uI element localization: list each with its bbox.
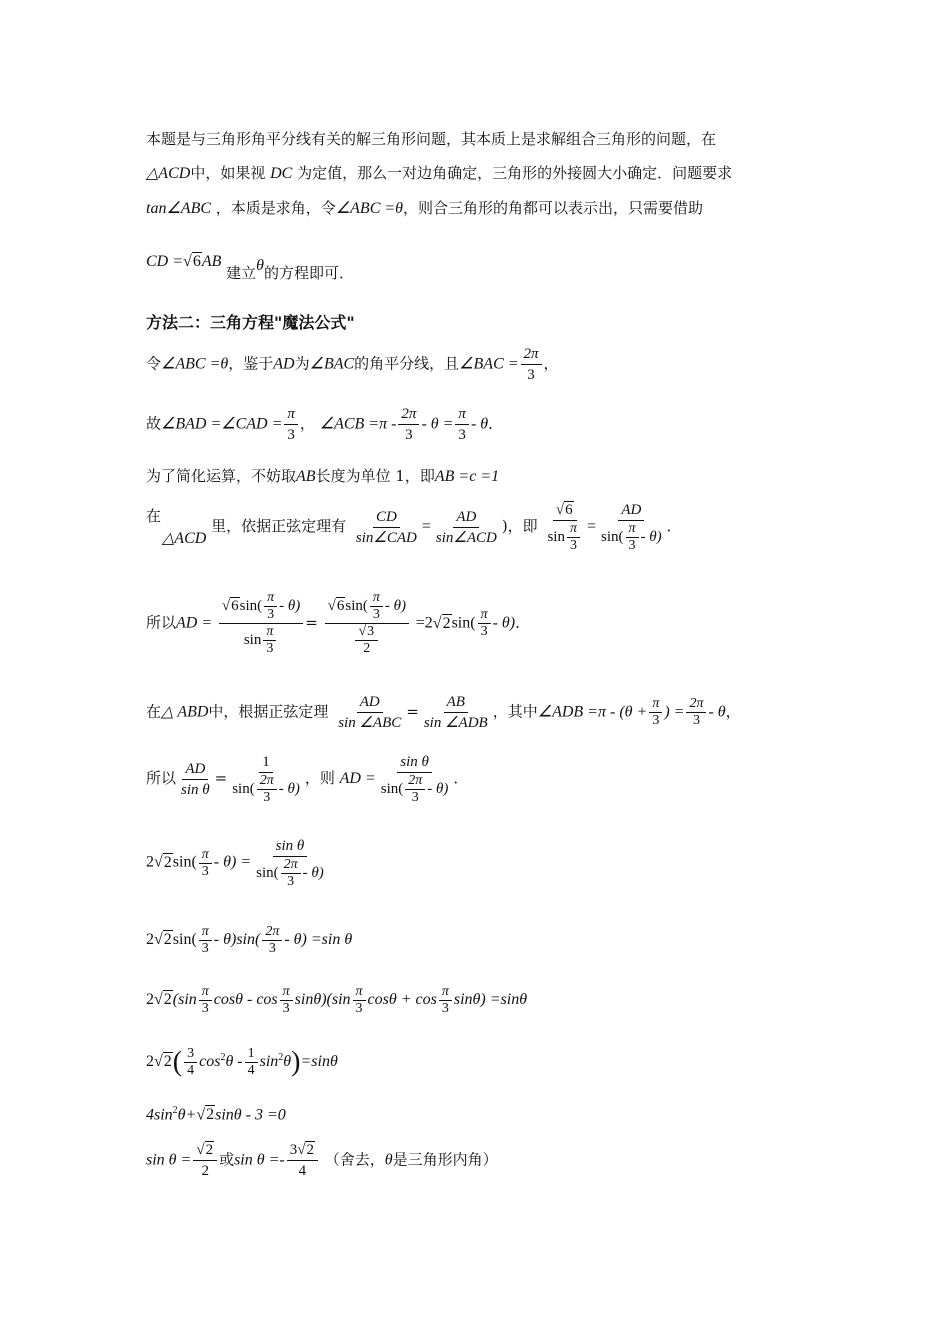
text-line: 所以AD = √6sin( $\frac{\pi}{3}$ - θ) sin $\frac{\pi}{3}$ = √6sin( $\frac{\pi}{3}$ - θ) $\frac{√3}{2}$ =2√2sin( $\frac{\pi}{3}$ - θ)． — [146, 590, 531, 656]
math: π — [567, 521, 580, 538]
math: ∠ABC =θ — [161, 355, 229, 373]
math: 3 — [367, 624, 375, 639]
math: sin∠CAD — [355, 529, 417, 546]
equation: sin θ = $\frac{√2}{2}$ 或sin θ =- $\frac{3√2}{4}$ （舍去，θ是三角形内角） — [146, 1142, 498, 1179]
math: - θ = — [421, 415, 454, 433]
math: sin( — [451, 614, 476, 632]
math: - θ) — [492, 614, 516, 632]
math: DC — [270, 165, 293, 182]
math: △ACD — [146, 165, 191, 182]
math: 3 — [652, 713, 660, 728]
math: sin( — [345, 597, 368, 614]
equation: $4\sin^2\theta+√2\sin\theta - 3 =0$ — [146, 1105, 286, 1124]
text: 在 — [146, 702, 162, 721]
text: 建立 — [226, 264, 257, 282]
math: sin θ =- — [234, 1151, 285, 1169]
text-line — [146, 162, 732, 185]
math: 2 — [146, 1053, 154, 1071]
math: π — [284, 404, 298, 425]
text: ，则 — [304, 769, 335, 787]
text: ， — [725, 702, 741, 721]
math: 3 — [282, 1001, 290, 1016]
math: - θ) — [427, 780, 449, 797]
text: 本题是与三角形角平分线有关的解三角形问题，其本质上是求解组合三角形的问题，在 — [146, 130, 717, 148]
math: 4 — [298, 1163, 307, 1179]
math: 3 — [441, 1001, 449, 1016]
text: 或 — [219, 1150, 235, 1169]
math: AB — [296, 468, 316, 485]
math: AB — [444, 692, 468, 713]
math: - θ) — [302, 864, 324, 881]
math: ∠ADB =π - (θ + — [537, 703, 648, 721]
math: ∠ABC =θ — [335, 200, 404, 217]
equation: 2√2(sin $\frac{\pi}{3}$ cosθ - cos $\frac{\pi}{3}$ sinθ)(sin $\frac{\pi}{3}$ cosθ + cos $\frac{\pi}{3}$ sinθ) =sinθ — [146, 984, 528, 1016]
text: 所以 — [146, 613, 177, 632]
text: 令 — [146, 354, 162, 373]
math: =2 — [415, 614, 433, 632]
math: π — [649, 696, 662, 713]
math: 2 — [163, 931, 172, 949]
text-line: 在△ ABD中，根据正弦定理 $\frac{AD}{\text{sin ∠ABC}}$ = $\frac{AB}{\text{sin ∠ADB}}$ ，其中∠ADB =π - (θ + $\frac{\pi}{3}$ ) = $\frac{2\pi}{3}$ - θ， — [146, 694, 741, 731]
text: ． — [488, 414, 504, 433]
math: θ — [283, 1053, 292, 1071]
math: sin ∠ABC — [338, 715, 402, 731]
math: sin — [243, 631, 262, 648]
text: 在 — [146, 506, 162, 525]
text: ，本质是求角，令 — [215, 199, 336, 217]
math: AD = — [176, 614, 213, 632]
math: π — [199, 847, 212, 864]
math: CD = — [146, 253, 184, 270]
math: sinθ)(sin — [294, 991, 351, 1009]
math: sin( — [239, 597, 263, 614]
math: 3 — [480, 624, 488, 639]
math: sin( — [172, 853, 197, 871]
math: 3 — [569, 538, 577, 553]
math: 3 — [692, 713, 700, 728]
math: 4 — [187, 1063, 195, 1078]
math: ∠BAD =∠CAD = — [161, 415, 283, 433]
math: sin θ — [273, 836, 308, 857]
math: AD — [182, 759, 208, 780]
equation: 2√2sin( $\frac{\pi}{3}$ - θ) = sin θ sin( $\frac{2\pi}{3}$ - θ) — [146, 838, 324, 889]
text: ． — [666, 517, 682, 535]
math: π — [263, 624, 276, 641]
math: 2π — [521, 344, 542, 365]
math: 3 — [201, 863, 209, 879]
math: = — [421, 518, 431, 535]
text: 中，根据正弦定理 — [208, 702, 329, 721]
text: 为定值，那么一对边角确定，三角形的外接圆大小确定．问题要求 — [297, 164, 733, 182]
math: CD — [373, 507, 400, 528]
math: 3 — [411, 790, 419, 805]
math: △ ABD — [161, 703, 209, 721]
math: - θ) = — [213, 853, 252, 871]
math: sin( — [232, 780, 255, 797]
math: 2π — [405, 773, 425, 790]
math: sin ∠ADB — [423, 715, 488, 731]
math: ∠BAC — [309, 355, 355, 373]
math: π — [353, 984, 366, 1001]
text: ． — [453, 769, 469, 787]
math: 2 — [278, 1051, 284, 1063]
math: θ — [384, 1151, 393, 1169]
text: 的角平分线，且 — [354, 354, 460, 373]
math: 3 — [355, 1001, 363, 1016]
equation: 2√2( $\frac{3}{4}$ $\cos^2\theta$ - $\frac{1}{4}$ $\sin^2\theta)=\sin\theta$ — [146, 1046, 338, 1078]
math: AD — [357, 692, 383, 713]
math: cosθ + cos — [367, 991, 437, 1009]
math: sinθ) =sinθ — [453, 991, 528, 1009]
math: θ — [256, 257, 265, 274]
math: 3 — [201, 1001, 209, 1016]
math: π — [264, 590, 277, 607]
text-line: CD =√6AB 建立θ的方程即可． — [146, 253, 355, 282]
math: 3 — [289, 1142, 298, 1158]
math: 2π — [257, 773, 277, 790]
math: - θ) — [640, 528, 662, 545]
text: ，鉴于 — [228, 354, 274, 373]
math: π — [439, 984, 452, 1001]
math: 2 — [442, 614, 451, 632]
math: π — [478, 607, 491, 624]
math: 3 — [287, 874, 295, 889]
math: 2 — [172, 1105, 178, 1116]
math: 2 — [163, 1053, 172, 1071]
math: 3 — [372, 607, 380, 622]
math: AB =c =1 — [434, 468, 500, 485]
math: 3 — [628, 538, 636, 553]
math: θ+ — [177, 1106, 197, 1124]
math: 3 — [201, 941, 209, 956]
text-line — [146, 128, 716, 150]
text: 为 — [294, 354, 310, 373]
text: 长度为单位 1，即 — [315, 467, 435, 485]
math: π — [199, 924, 212, 941]
text: ，则合三角形的角都可以表示出，只需要借助 — [403, 199, 704, 217]
math: AD — [618, 500, 644, 521]
math: =sinθ — [300, 1053, 338, 1071]
math: 2 — [206, 1106, 215, 1124]
text-line — [146, 465, 499, 488]
text: )，即 — [501, 517, 538, 535]
text-line — [146, 197, 703, 220]
math: sin θ = — [146, 1151, 192, 1169]
math: - θ — [470, 415, 489, 433]
math: sin( — [601, 528, 624, 545]
math: AB — [201, 253, 222, 270]
math: 2 — [363, 641, 371, 656]
math: 3 — [266, 641, 274, 656]
text: 是三角形内角） — [392, 1150, 498, 1169]
math: sin — [547, 528, 565, 545]
math: 2 — [163, 991, 172, 1009]
text: 为了简化运算，不妨取 — [146, 467, 297, 485]
text: 的方程即可． — [264, 264, 355, 282]
math: 2 — [201, 1163, 209, 1179]
math: AD = — [339, 770, 376, 787]
math: π — [280, 984, 293, 1001]
math: 6 — [231, 597, 239, 614]
math: sin θ — [397, 752, 432, 773]
math: 3 — [405, 427, 413, 443]
math: 2 — [146, 853, 154, 871]
math: θ - — [225, 1053, 243, 1071]
math: tan∠ABC — [146, 200, 212, 217]
math: 3 — [458, 427, 466, 443]
equation: 2√2sin( $\frac{\pi}{3}$ - θ)sin( $\frac{2\pi}{3}$ - θ) =sin θ — [146, 924, 353, 956]
math: AD — [273, 355, 295, 373]
math: 2 — [306, 1142, 314, 1158]
math: π — [199, 984, 212, 1001]
math: 3 — [267, 607, 275, 622]
math: 6 — [565, 502, 573, 518]
text-line: 在 △ACD 里，依据正弦定理有 $\frac{CD}{\text{sin∠CAD}}$ = $\frac{AD}{\text{sin∠ACD}}$ )，即 √6 sin $\frac{\pi}{3}$ = AD sin( $\frac{\pi}{3}$ - θ) ． — [146, 502, 682, 553]
text: （舍去， — [324, 1150, 385, 1169]
math: sin( — [380, 780, 404, 797]
math: 2 — [146, 931, 154, 949]
math: - θ) =sin θ — [284, 931, 353, 949]
text: 故 — [146, 414, 162, 433]
math: 2 — [163, 853, 172, 871]
math: 2π — [262, 924, 282, 941]
math: 2 — [146, 991, 154, 1009]
math: 3 — [287, 427, 295, 443]
math: 4 — [247, 1063, 255, 1078]
text: 中，如果视 — [190, 164, 266, 182]
math: 3 — [268, 941, 276, 956]
text: ， — [299, 414, 315, 433]
section-heading: 方法二：三角方程"魔法公式" — [146, 313, 355, 332]
text: ． — [515, 613, 531, 632]
math: cos — [199, 1053, 221, 1071]
math: 3 — [263, 790, 271, 805]
math: ) = — [664, 703, 685, 721]
math: 6 — [336, 597, 345, 614]
math: 6 — [192, 253, 201, 270]
math: 2 — [220, 1051, 226, 1063]
math: 2 — [205, 1142, 214, 1158]
math: 3 — [184, 1046, 197, 1063]
math: sin∠ACD — [435, 529, 497, 546]
text-line — [146, 404, 503, 445]
math: 2π — [398, 404, 419, 425]
math: sin — [259, 1053, 279, 1071]
math: sinθ - 3 =0 — [215, 1106, 286, 1124]
math: sin θ — [181, 781, 210, 798]
math: 1 — [245, 1046, 258, 1063]
math: 2π — [281, 857, 301, 874]
math: △ACD — [162, 529, 207, 547]
math: AD — [453, 507, 479, 528]
math: 4sin — [146, 1106, 173, 1124]
math: ∠BAC = — [459, 355, 519, 373]
math: - θ)sin( — [213, 931, 261, 949]
math: - θ) — [278, 780, 300, 797]
math: cosθ - cos — [213, 991, 278, 1009]
math: (sin — [172, 991, 197, 1009]
math: - θ) — [384, 597, 406, 614]
math: - θ) — [279, 597, 301, 614]
math: - θ — [708, 703, 726, 721]
math: π — [370, 590, 383, 607]
math: π — [626, 521, 639, 538]
text-line — [146, 344, 559, 385]
text: ， — [543, 354, 559, 373]
text: ，其中 — [492, 702, 538, 721]
math: 3 — [527, 367, 535, 383]
text: 里，依据正弦定理有 — [211, 517, 347, 535]
math: π — [455, 404, 469, 425]
math: sin( — [256, 864, 279, 881]
math: ∠ACB =π - — [319, 415, 397, 433]
math: = — [587, 518, 597, 535]
text-line: 所以 $\frac{AD}{\text{sin θ}}$ = 1 sin( $\frac{2\pi}{3}$ - θ) ，则 AD = sin θ sin( $\frac{2\pi}{3}$ - θ) ． — [146, 754, 469, 805]
text: 所以 — [146, 769, 177, 787]
math: sin( — [172, 931, 197, 949]
math: 1 — [259, 752, 273, 773]
math: 2π — [686, 696, 706, 713]
